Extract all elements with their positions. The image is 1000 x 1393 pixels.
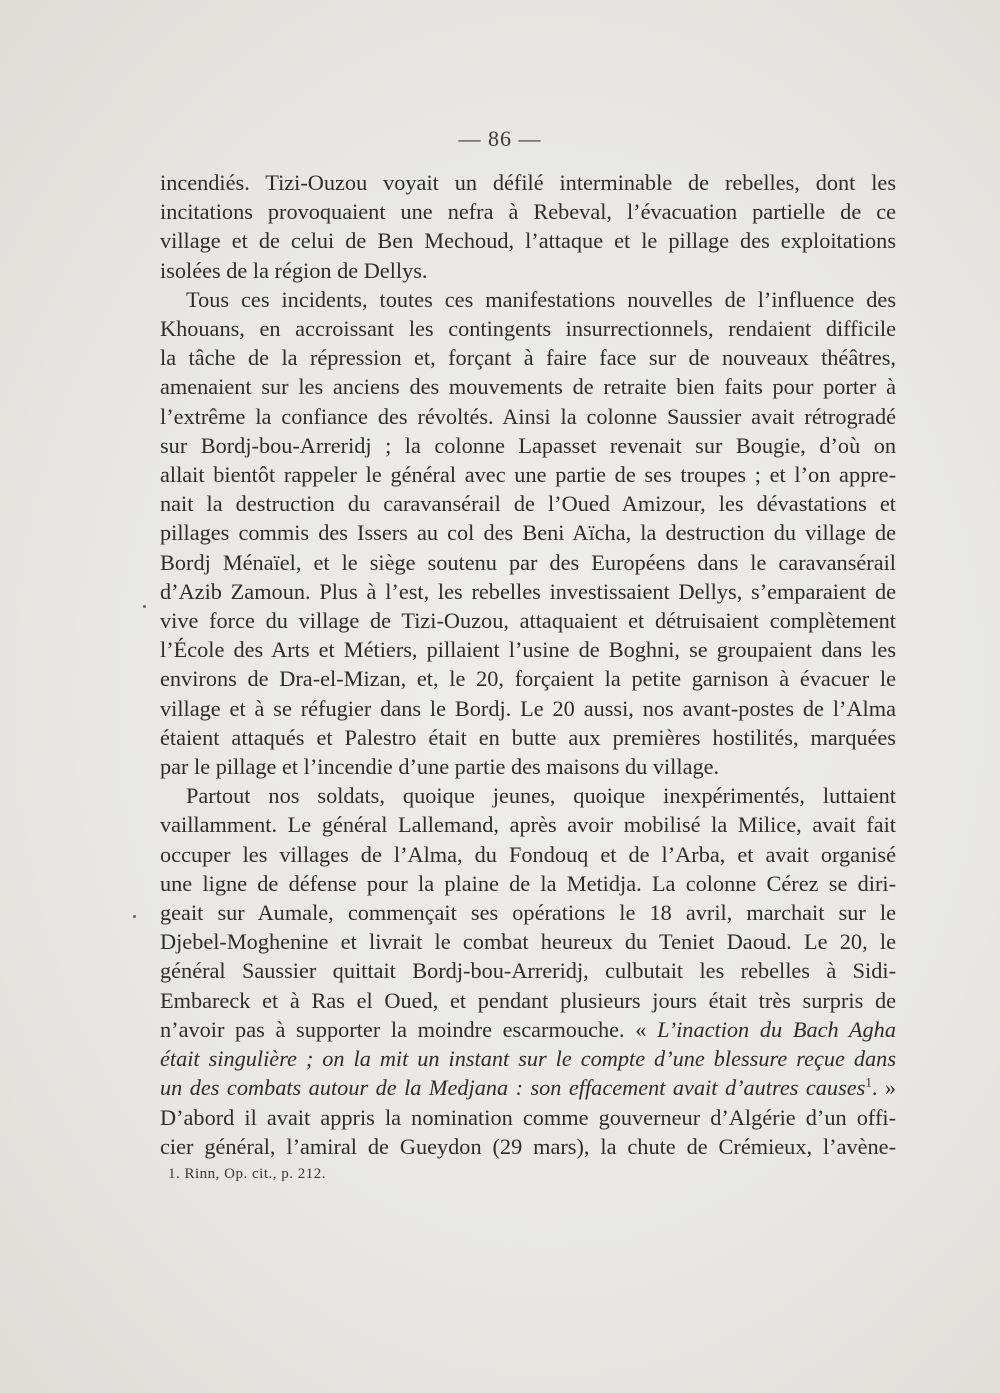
text-line: l’École des Arts et Métiers, pillaient l’usine de Boghni, se groupaient dans les (160, 637, 896, 663)
footnote: 1. Rinn, Op. cit., p. 212. (168, 1166, 326, 1182)
text-line: Partout nos soldats, quoique jeunes, quoique inexpérimentés, luttaient (186, 783, 896, 809)
text-line: village et à se réfugier dans le Bordj. Le 20 aussi, nos avant-postes de l’Alma (160, 695, 896, 721)
italic-quote-end: un des combats autour de la Medjana : son effacement avait d’autres causes (160, 1075, 866, 1101)
text-line: général Saussier quittait Bordj-bou-Arreridj, culbutait les rebelles à Sidi- (160, 958, 896, 984)
paragraph-2 (160, 285, 896, 781)
page-number: — 86 — (458, 126, 542, 151)
text-line: pillages commis des Issers au col des Beni Aïcha, la destruction du village de (160, 520, 896, 546)
text-line: environs de Dra-el-Mizan, et, le 20, forçaient la petite garnison à évacuer le (160, 666, 896, 692)
text-line: allait bientôt rappeler le général avec une partie de ses troupes ; et l’on appre- (160, 462, 896, 488)
text-line: amenaient sur les anciens des mouvements de retraite bien faits pour porter à (160, 374, 896, 400)
paper-speck (143, 605, 146, 608)
italic-quote-start: L’inaction du Bach Agha (657, 1016, 896, 1042)
text-line: D’abord il avait appris la nomination comme gouverneur d’Algérie d’un offi- (160, 1104, 896, 1130)
text-line: incitations provoquaient une nefra à Rebeval, l’évacuation partielle de ce (160, 199, 896, 225)
quote-close: . » (871, 1075, 896, 1101)
text-line: n’avoir pas à supporter la moindre escarmouche. « L’inaction du Bach Agha (160, 1016, 896, 1042)
text-line: Khouans, en accroissant les contingents insurrectionnels, rendaient difficile (160, 316, 896, 342)
text-line: d’Azib Zamoun. Plus à l’est, les rebelles investissaient Dellys, s’emparaient de (160, 578, 896, 604)
text-line: Tous ces incidents, toutes ces manifestations nouvelles de l’influence des (186, 286, 896, 312)
text-line: geait sur Aumale, commençait ses opérations le 18 avril, marchait sur le (160, 900, 896, 926)
text-line: Embareck et à Ras el Oued, et pendant plusieurs jours était très surpris de (160, 987, 896, 1013)
paper-speck (133, 915, 136, 918)
text-line: étaient attaqués et Palestro était en butte aux premières hostilités, marquées (160, 724, 896, 750)
text-line-with-note (160, 1073, 896, 1102)
text-line: l’extrême la confiance des révoltés. Ainsi la colonne Saussier avait rétrogradé (160, 403, 896, 429)
text-line: village et de celui de Ben Mechoud, l’attaque et le pillage des exploitations (160, 228, 896, 254)
text-line: vaillamment. Le général Lallemand, après avoir mobilisé la Milice, avait fait (160, 812, 896, 838)
text-line: Djebel-Moghenine et livrait le combat heureux du Teniet Daoud. Le 20, le (160, 929, 896, 955)
text-line: une ligne de défense pour la plaine de la Metidja. La colonne Cérez se diri- (160, 870, 896, 896)
text-line: Bordj Ménaïel, et le siège soutenu par des Européens dans le caravansérail (160, 549, 896, 575)
footnote-ref[interactable]: 1 (865, 1074, 872, 1090)
text-line: nait la destruction du caravansérail de l’Oued Amizour, les dévastations et (160, 491, 896, 517)
paragraph-3 (160, 781, 896, 1161)
body-text (160, 168, 896, 1161)
text-line: isolées de la région de Dellys. (160, 257, 428, 283)
text-line: incendiés. Tizi-Ouzou voyait un défilé interminable de rebelles, dont les (160, 170, 896, 195)
text-line: par le pillage et l’incendie d’une partie des maisons du village. (160, 754, 720, 780)
paragraph-1 (160, 168, 896, 285)
text-line: occuper les villages de l’Alma, du Fondouq et de l’Arba, et avait organisé (160, 841, 896, 867)
text-line: sur Bordj-bou-Arreridj ; la colonne Lapasset revenait sur Bougie, d’où on (160, 432, 896, 458)
text-line: la tâche de la répression et, forçant à faire face sur de nouveaux théâtres, (160, 345, 896, 371)
text-line-italic: était singulière ; on la mit un instant sur le compte d’une blessure reçue dans (160, 1046, 896, 1072)
text-line: vive force du village de Tizi-Ouzou, attaquaient et détruisaient complètement (160, 608, 896, 634)
text-line: cier général, l’amiral de Gueydon (29 mars), la chute de Crémieux, l’avène- (160, 1133, 896, 1159)
